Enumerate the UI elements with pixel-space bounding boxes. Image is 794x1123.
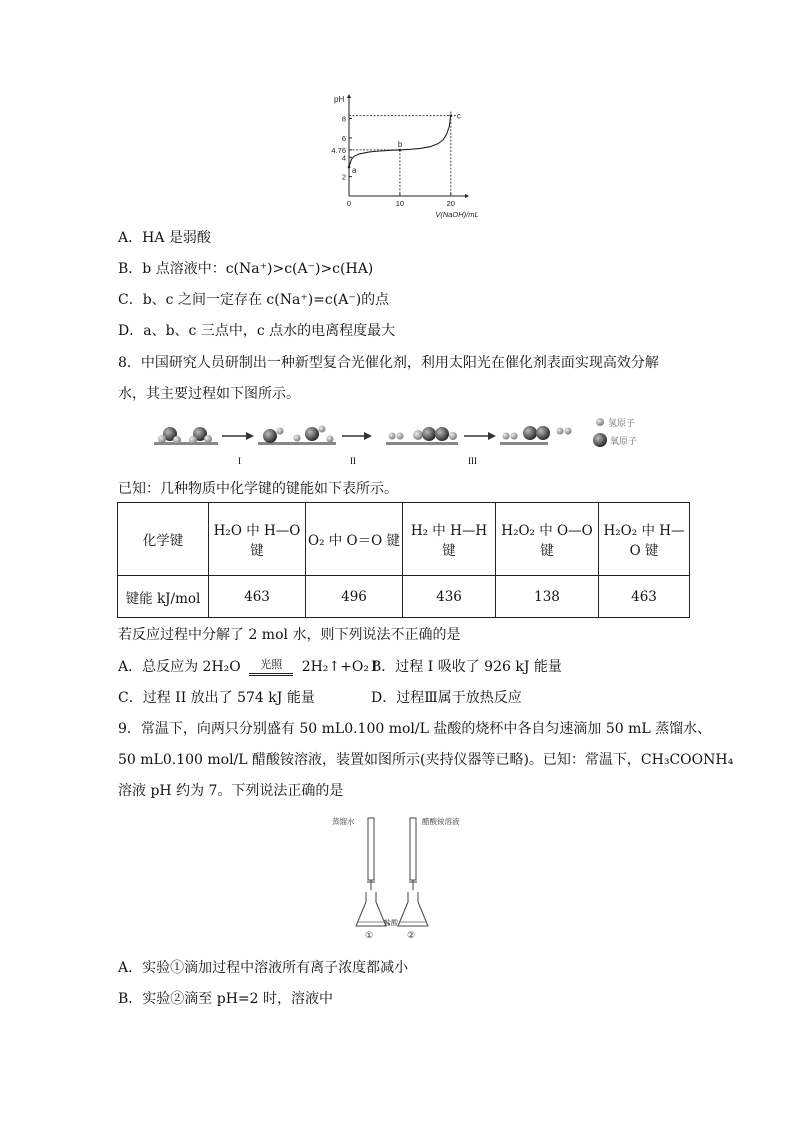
stage-0-molecules (154, 427, 218, 445)
q7-option-b: B．b 点溶液中：c(Na⁺)>c(A⁻)>c(HA) (118, 261, 374, 277)
titration-apparatus-figure (330, 810, 480, 945)
table-cell: 496 (306, 576, 403, 618)
y-tick-label: 4.76 (331, 145, 346, 155)
table-row-label: 键能 kJ/mol (118, 576, 209, 618)
arrow-iii (464, 432, 496, 440)
point-label-c: c (456, 111, 461, 121)
x-tick-label: 10 (395, 199, 405, 208)
table-cell: 463 (599, 576, 690, 618)
q8-question: 若反应过程中分解了 2 mol 水，则下列说法不正确的是 (118, 627, 461, 643)
q9-stem-line1: 9．常温下，向两只分别盛有 50 mL0.100 mol/L 盐酸的烧杯中各自匀速滴加 50 mL 蒸馏水、 (118, 721, 712, 737)
q8-known: 已知：几种物质中化学键的键能如下表所示。 (118, 481, 398, 497)
q8-option-d: D．过程Ⅲ属于放热反应 (371, 690, 522, 706)
label-distilled-water: 蒸馏水 (332, 817, 355, 826)
label-process-i: I (238, 456, 241, 466)
x-tick-label: 0 (346, 199, 352, 208)
label-process-ii: II (350, 456, 356, 466)
q9-stem-line2: 50 mL0.100 mol/L 醋酸铵溶液，装置如图所示(夹持仪器等已略)。已知：常温下，CH₃COONH₄ (118, 752, 734, 768)
table-header-o2-oo: O₂ 中 O＝O 键 (306, 503, 403, 576)
legend-hydrogen: 氢原子 (608, 419, 636, 429)
label-flask-1: ① (365, 931, 374, 941)
x-tick-label: 20 (446, 199, 455, 208)
legend (593, 417, 637, 447)
table-header-h2o2-oo: H₂O₂ 中 O—O 键 (496, 503, 599, 576)
q7-option-a: A．HA 是弱酸 (118, 230, 211, 246)
y-tick-label: 2 (341, 172, 346, 182)
legend-oxygen: 氧原子 (610, 437, 638, 447)
q9-option-a: A．实验①滴加过程中溶液所有离子浓度都减小 (118, 960, 409, 976)
stage-2-molecules (386, 427, 458, 445)
table-cell: 463 (209, 576, 306, 618)
q8-stem-line2: 水，其主要过程如下图所示。 (118, 386, 300, 402)
point-c (450, 114, 453, 117)
arrow-i (222, 432, 254, 440)
point-b (399, 149, 402, 152)
table-header-h2o2-ho: H₂O₂ 中 H—O 键 (599, 503, 690, 576)
point-a (348, 166, 351, 169)
table-header-h2-hh: H₂ 中 H—H 键 (403, 503, 496, 576)
water-splitting-figure (150, 412, 670, 467)
table-cell: 436 (403, 576, 496, 618)
x-axis-arrow (465, 194, 469, 198)
point-label-b: b (397, 139, 403, 149)
y-tick-label: 8 (341, 114, 346, 124)
q8-stem-line1: 8．中国研究人员研制出一种新型复合光催化剂，利用太阳光在催化剂表面实现高效分解 (118, 355, 659, 371)
q8-option-b: B．过程 I 吸收了 926 kJ 能量 (371, 659, 562, 675)
point-label-a: a (352, 165, 357, 175)
label-hydrochloric-acid: 盐酸 (384, 919, 398, 927)
titration-chart (325, 95, 479, 221)
label-flask-2: ② (407, 931, 416, 941)
label-ammonium-acetate: 醋酸铵溶液 (422, 817, 460, 826)
q9-option-b: B．实验②滴至 pH=2 时，溶液中 (118, 991, 333, 1007)
reaction-condition-arrow: 光照 (249, 657, 293, 678)
x-axis-label: V(NaOH)/mL (435, 210, 479, 219)
stage-3-molecules (500, 426, 572, 445)
q7-option-d: D．a、b、c 三点中，c 点水的电离程度最大 (118, 323, 396, 339)
q7-option-c: C．b、c 之间一定存在 c(Na⁺)=c(A⁻)的点 (118, 292, 390, 308)
y-axis-label: pH (334, 95, 345, 104)
y-tick-label: 6 (341, 133, 346, 143)
y-tick-label: 4 (341, 153, 346, 163)
arrow-ii (342, 432, 372, 440)
table-cell: 138 (496, 576, 599, 618)
bond-energy-table (117, 502, 690, 618)
q8-option-a: A．总反应为 2H₂O $^{光照}$ 2H₂↑+O₂↑ (118, 657, 381, 678)
label-process-iii: III (468, 456, 477, 466)
stage-1-molecules (258, 426, 336, 446)
q9-stem-line3: 溶液 pH 约为 7。下列说法正确的是 (118, 783, 344, 799)
y-axis-arrow (347, 94, 351, 98)
q8-option-c: C．过程 II 放出了 574 kJ 能量 (118, 690, 315, 706)
table-header-bond: 化学键 (118, 503, 209, 576)
table-header-h2o-ho: H₂O 中 H—O 键 (209, 503, 306, 576)
